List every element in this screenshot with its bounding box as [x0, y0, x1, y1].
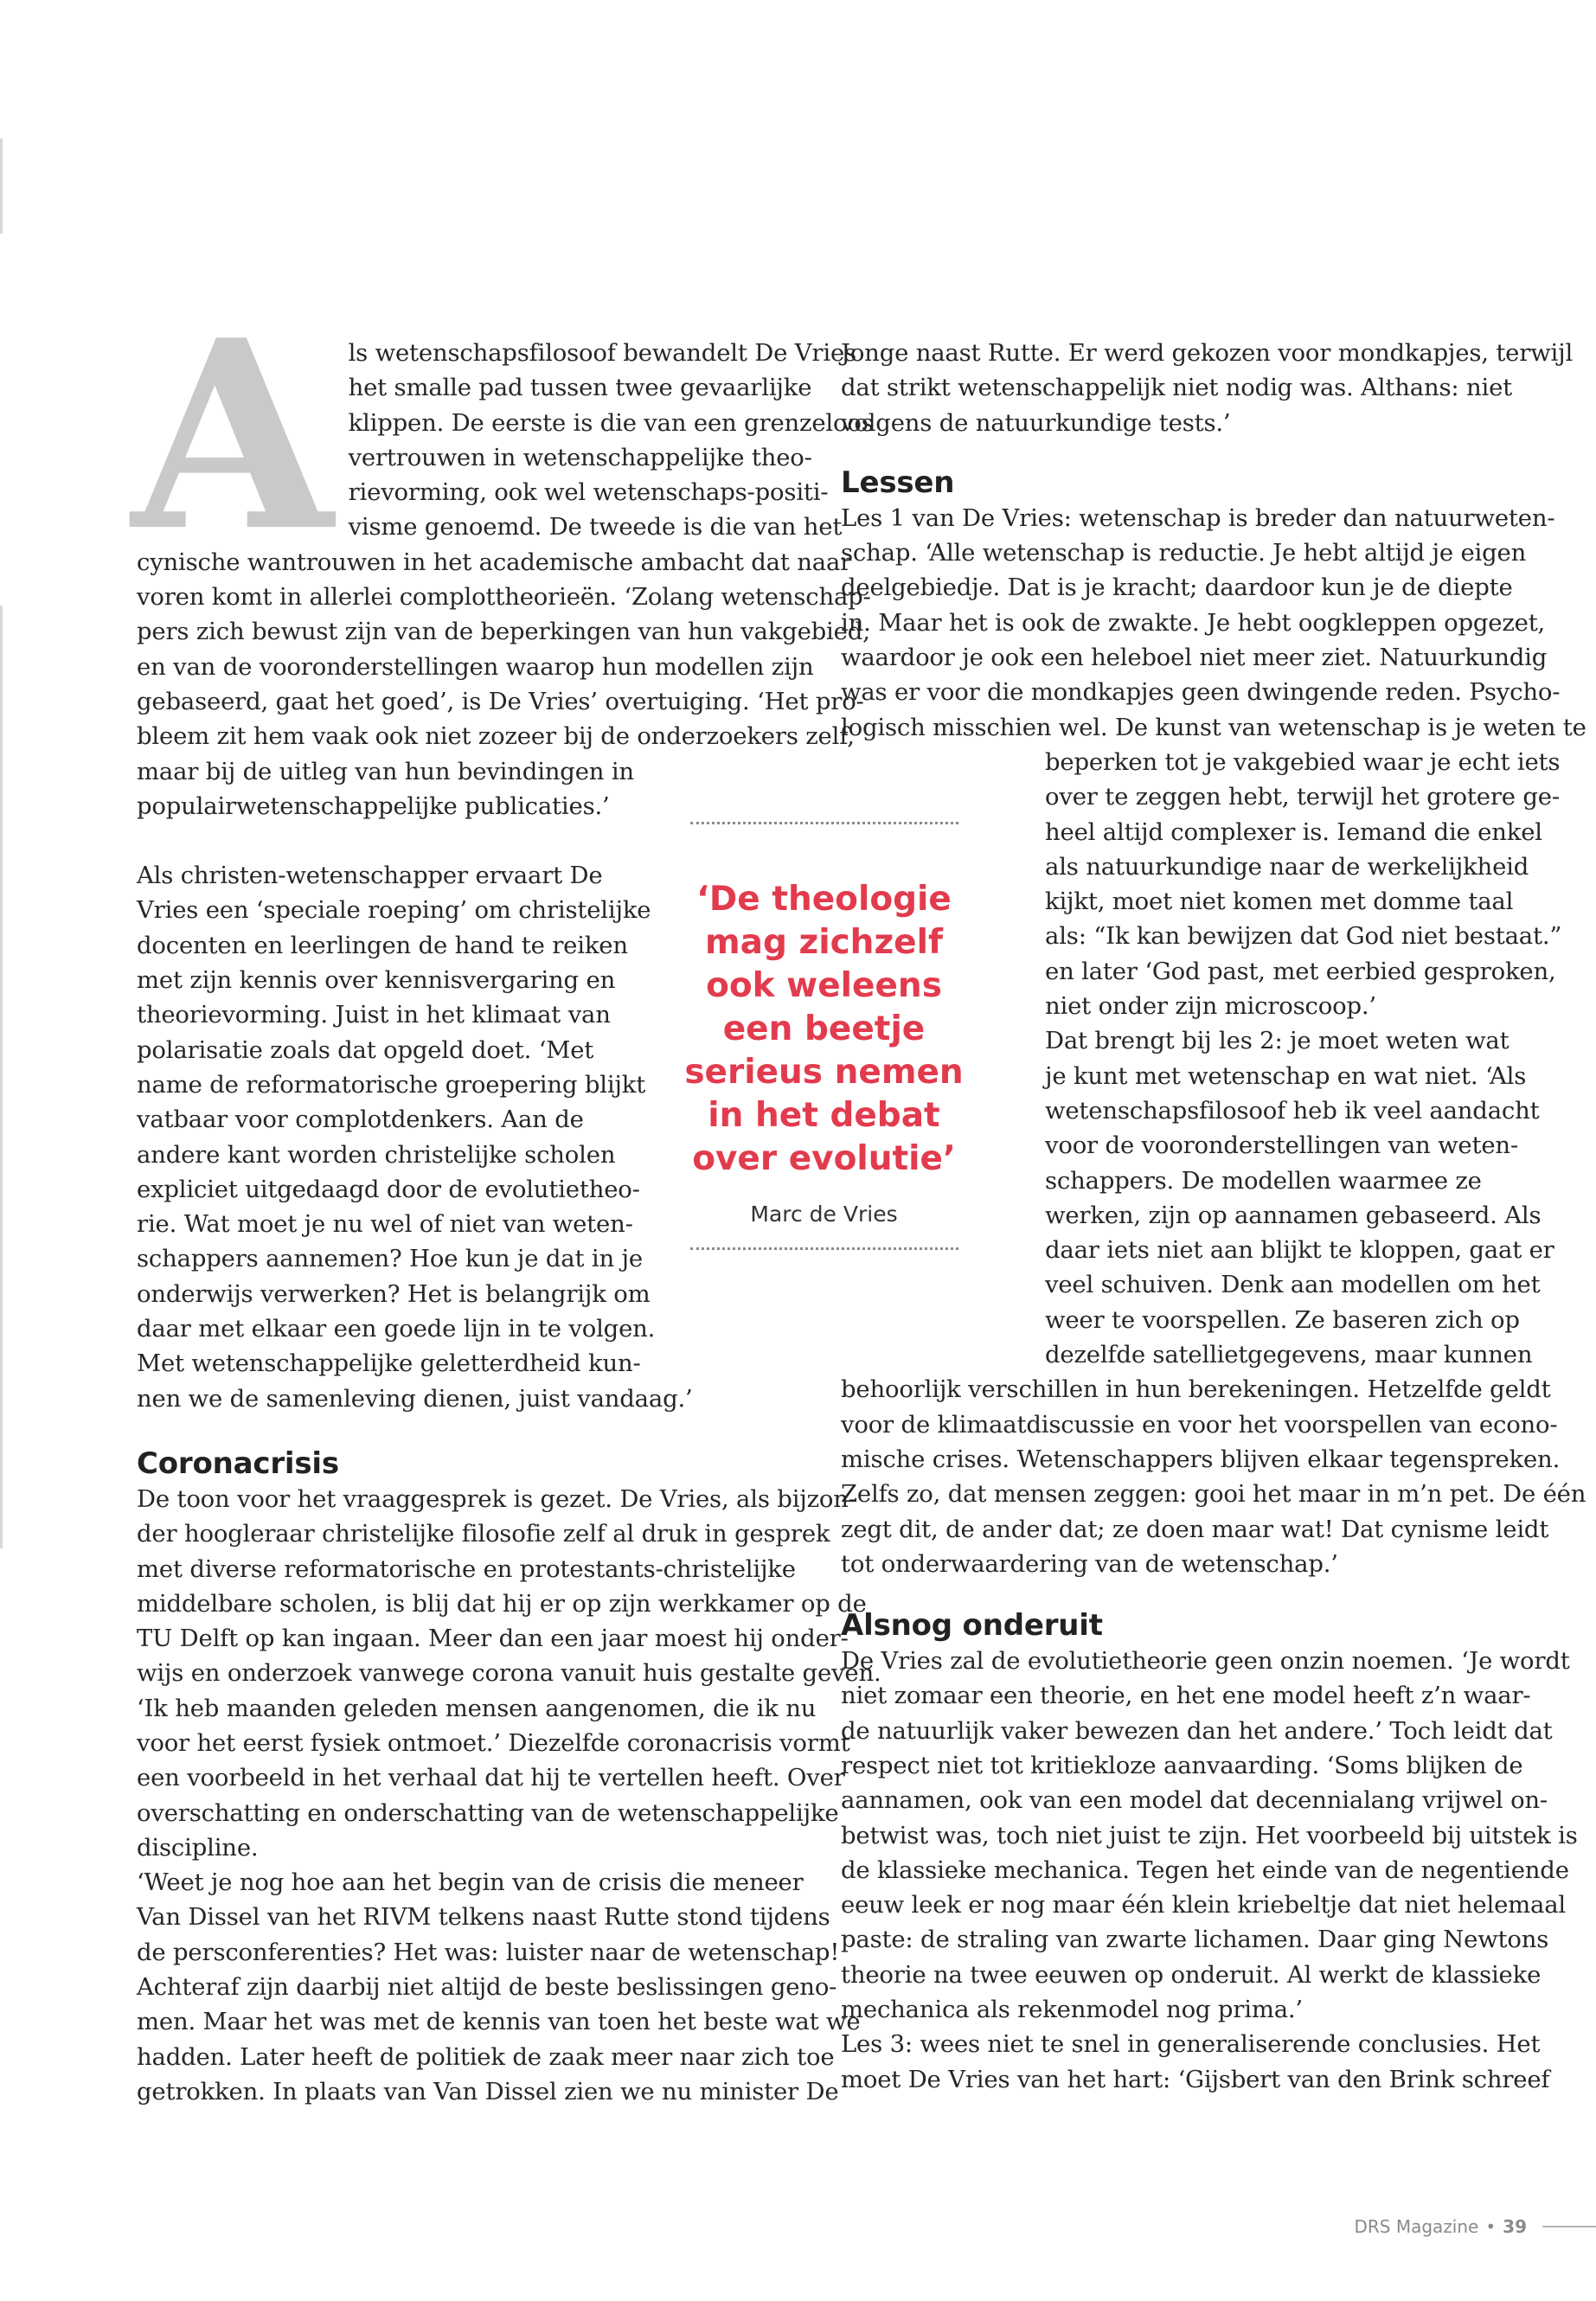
text-line: discipline.: [137, 1833, 259, 1862]
paragraph-lessen-wide: [841, 1372, 1586, 1581]
text-line: andere kant worden christelijke scholen: [137, 1140, 616, 1169]
text-line: de klassieke mechanica. Tegen het einde van de negentiende: [841, 1856, 1569, 1884]
text-line: polarisatie zoals dat opgeld doet. ‘Met: [137, 1035, 594, 1064]
text-line: voor het eerst fysiek ontmoet.’ Diezelfde coronacrisis vormt: [137, 1728, 850, 1757]
text-line: Les 1 van De Vries: wetenschap is breder dan natuurweten-: [841, 503, 1555, 532]
text-line: middelbare scholen, is blij dat hij er op zijn werkkamer op de: [137, 1589, 867, 1618]
text-line: Achteraf zijn daarbij niet altijd de beste beslissingen geno-: [137, 1973, 837, 2002]
text-line: gebaseerd, gaat het goed’, is De Vries’ overtuiging. ‘Het pro-: [137, 687, 864, 715]
text-line: behoorlijk verschillen in hun berekeningen. Hetzelfde geldt: [841, 1375, 1551, 1404]
text-line: Als christen-wetenschapper ervaart De: [137, 862, 603, 890]
page-edge-mark: [0, 606, 3, 1548]
text-line: Zelfs zo, dat mensen zeggen: gooi het maar in m’n pet. De één: [841, 1480, 1586, 1509]
text-line: pers zich bewust zijn van de beperkingen van hun vakgebied,: [137, 618, 870, 646]
text-line: schap. ‘Alle wetenschap is reductie. Je hebt altijd je eigen: [841, 539, 1527, 567]
text-line: paste: de straling van zwarte lichamen. Daar ging Newtons: [841, 1926, 1549, 1954]
heading-coronacrisis: Coronacrisis: [137, 1445, 339, 1481]
text-line: beperken tot je vakgebied waar je echt iets: [1045, 747, 1561, 776]
text-line: kijkt, moet niet komen met domme taal: [1045, 888, 1514, 916]
text-line: schappers. De modellen waarmee ze: [1045, 1166, 1482, 1195]
text-line: respect niet tot kritiekloze aanvaarding. ‘Soms blijken de: [841, 1751, 1523, 1779]
text-line: Vries een ‘speciale roeping’ om christelijke: [137, 896, 651, 925]
text-line: maar bij de uitleg van hun bevindingen in: [137, 757, 634, 785]
text-line: logisch misschien wel. De kunst van wetenschap is je weten te: [841, 713, 1586, 741]
text-line: rievorming, ook wel wetenschaps-positi-: [348, 478, 829, 507]
paragraph-alsnog-onderuit: [841, 1644, 1578, 2097]
paragraph-coronacrisis: [137, 1482, 881, 2109]
text-line: over te zeggen hebt, terwijl het grotere ge-: [1045, 783, 1560, 811]
text-line: Jonge naast Rutte. Er werd gekozen voor mondkapjes, terwijl: [841, 339, 1574, 367]
text-line: hadden. Later heeft de politiek de zaak meer naar zich toe: [137, 2042, 835, 2071]
text-line: De toon voor het vraaggesprek is gezet. De Vries, als bijzon-: [137, 1484, 856, 1513]
text-line: volgens de natuurkundige tests.’: [841, 408, 1231, 437]
text-line: met zijn kennis over kennisvergaring en: [137, 966, 616, 995]
text-line: theorie na twee eeuwen op onderuit. Al werkt de klassieke: [841, 1960, 1542, 1989]
text-line: populairwetenschappelijke publicaties.’: [137, 792, 610, 820]
text-line: TU Delft op kan ingaan. Meer dan een jaar moest hij onder-: [137, 1625, 849, 1653]
text-line: onderwijs verwerken? Het is belangrijk om: [137, 1279, 651, 1308]
text-line: daar iets niet aan blijkt te kloppen, gaat er: [1045, 1236, 1554, 1265]
text-line: rie. Wat moet je nu wel of niet van weten-: [137, 1210, 633, 1239]
text-line: dat strikt wetenschappelijk niet nodig was. Althans: niet: [841, 374, 1513, 402]
text-line: docenten en leerlingen de hand te reiken: [137, 931, 628, 959]
text-line: ls wetenschapsfilosoof bewandelt De Vries: [348, 339, 856, 367]
text-line: bleem zit hem vaak ook niet zozeer bij de onderzoekers zelf,: [137, 722, 855, 751]
text-line: werken, zijn op aannamen gebaseerd. Als: [1045, 1201, 1542, 1229]
heading-lessen: Lessen: [841, 465, 955, 500]
text-line: men. Maar het was met de kennis van toen het beste wat we: [137, 2008, 861, 2036]
text-line: vatbaar voor complotdenkers. Aan de: [137, 1106, 584, 1134]
text-line: eeuw leek er nog maar één klein kriebeltje dat niet helemaal: [841, 1891, 1567, 1920]
text-line: deelgebiedje. Dat is je kracht; daardoor kun je de diepte: [841, 574, 1513, 602]
intro-paragraph-rest: [137, 545, 871, 824]
text-line: de natuurlijk vaker bewezen dan het andere.’ Toch leidt dat: [841, 1716, 1553, 1745]
text-line: dezelfde satellietgegevens, maar kunnen: [1045, 1341, 1533, 1369]
text-line: niet onder zijn microscoop.’: [1045, 992, 1376, 1021]
pull-quote: [666, 822, 982, 1250]
text-line: de persconferenties? Het was: luister naar de wetenschap!: [137, 1938, 840, 1966]
text-line: heel altijd complexer is. Iemand die enkel: [1045, 817, 1542, 846]
text-line: niet zomaar een theorie, en het ene model heeft z’n waar-: [841, 1682, 1531, 1710]
text-line: mische crises. Wetenschappers blijven elkaar tegenspreken.: [841, 1445, 1561, 1473]
text-line: ‘Weet je nog hoe aan het begin van de crisis die meneer: [137, 1868, 804, 1897]
text-line: Van Dissel van het RIVM telkens naast Rutte stond tijdens: [137, 1903, 830, 1932]
text-line: veel schuiven. Denk aan modellen om het: [1045, 1271, 1541, 1299]
text-line: als natuurkundige naar de werkelijkheid: [1045, 852, 1529, 881]
text-line: Les 3: wees niet te snel in generaliserende conclusies. Het: [841, 2030, 1541, 2059]
text-line: der hoogleraar christelijke filosofie zelf al druk in gesprek: [137, 1520, 830, 1548]
text-line: ‘Ik heb maanden geleden mensen aangenomen, die ik nu: [137, 1694, 817, 1722]
text-line: theorievorming. Juist in het klimaat van: [137, 1001, 611, 1029]
text-line: wijs en onderzoek vanwege corona vanuit huis gestalte geven.: [137, 1659, 881, 1688]
text-line: expliciet uitgedaagd door de evolutietheo-: [137, 1175, 640, 1203]
magazine-name: DRS Magazine: [1354, 2216, 1479, 2237]
text-line: mechanica als rekenmodel nog prima.’: [841, 1996, 1303, 2024]
text-line: Met wetenschappelijke geletterdheid kun-: [137, 1349, 641, 1378]
footer-rule: [1542, 2226, 1596, 2227]
text-line: De Vries zal de evolutietheorie geen onzin noemen. ‘Je wordt: [841, 1647, 1570, 1676]
pull-quote-text: ‘De theologie mag zichzelf ook weleens een beetje serieus nemen in het debat over evolutie’: [684, 880, 964, 1178]
text-line: een voorbeeld in het verhaal dat hij te vertellen heeft. Over: [137, 1764, 845, 1792]
pull-quote-author: Marc de Vries: [750, 1202, 898, 1227]
text-line: vertrouwen in wetenschappelijke theo-: [348, 443, 812, 471]
text-line: schappers aannemen? Hoe kun je dat in je: [137, 1245, 643, 1273]
text-line: voren komt in allerlei complottheorieën. ‘Zolang wetenschap-: [137, 583, 871, 612]
text-line: in. Maar het is ook de zwakte. Je hebt oogkleppen opgezet,: [841, 608, 1546, 637]
text-line: aannamen, ook van een model dat decennialang vrijwel on-: [841, 1786, 1548, 1815]
text-line: name de reformatorische groepering blijkt: [137, 1070, 646, 1099]
text-line: zegt dit, de ander dat; ze doen maar wat! Dat cynisme leidt: [841, 1515, 1549, 1543]
text-line: weer te voorspellen. Ze baseren zich op: [1045, 1305, 1520, 1334]
footer-separator: •: [1485, 2216, 1497, 2237]
text-line: en van de vooronderstellingen waarop hun modellen zijn: [137, 652, 814, 681]
text-line: als: “Ik kan bewijzen dat God niet bestaat.”: [1045, 922, 1562, 951]
drop-cap: A: [131, 283, 333, 588]
paragraph-lessen: [841, 501, 1586, 745]
text-line: was er voor die mondkapjes geen dwingende reden. Psycho-: [841, 678, 1561, 707]
page-edge-mark: [0, 138, 3, 234]
text-line: voor de vooronderstellingen van weten-: [1045, 1131, 1519, 1160]
dotted-divider-top: [690, 822, 958, 824]
text-line: klippen. De eerste is die van een grenzeloos: [348, 408, 874, 437]
dotted-divider-bottom: [690, 1247, 958, 1250]
text-line: voor de klimaatdiscussie en voor het voorspellen van econo-: [841, 1410, 1558, 1439]
text-line: tot onderwaardering van de wetenschap.’: [841, 1549, 1338, 1578]
text-line: overschatting en onderschatting van de wetenschappelijke: [137, 1798, 839, 1827]
heading-alsnog-onderuit: Alsnog onderuit: [841, 1608, 1103, 1644]
text-line: betwist was, toch niet juist te zijn. Het voorbeeld bij uitstek is: [841, 1821, 1578, 1849]
text-line: je kunt met wetenschap en wat niet. ‘Als: [1045, 1061, 1527, 1090]
text-line: en later ‘God past, met eerbied gesproken,: [1045, 957, 1556, 985]
text-line: nen we de samenleving dienen, juist vandaag.’: [137, 1384, 693, 1413]
text-line: het smalle pad tussen twee gevaarlijke: [348, 374, 812, 402]
page-footer: [1355, 2216, 1596, 2237]
text-line: wetenschapsfilosoof heb ik veel aandacht: [1045, 1096, 1540, 1125]
page-number: 39: [1503, 2216, 1527, 2237]
text-line: daar met elkaar een goede lijn in te volgen.: [137, 1315, 656, 1343]
text-line: Dat brengt bij les 2: je moet weten wat: [1045, 1027, 1509, 1055]
text-line: visme genoemd. De tweede is die van het: [348, 513, 843, 542]
text-line: waardoor je ook een heleboel niet meer ziet. Natuurkundig: [841, 644, 1548, 672]
text-line: met diverse reformatorische en protestants-christelijke: [137, 1554, 796, 1583]
text-line: cynische wantrouwen in het academische ambacht dat naar: [137, 548, 852, 576]
text-line: moet De Vries van het hart: ‘Gijsbert van den Brink schreef: [841, 2065, 1550, 2093]
paragraph-continued: [841, 336, 1574, 440]
text-line: getrokken. In plaats van Van Dissel zien we nu minister De: [137, 2077, 839, 2106]
